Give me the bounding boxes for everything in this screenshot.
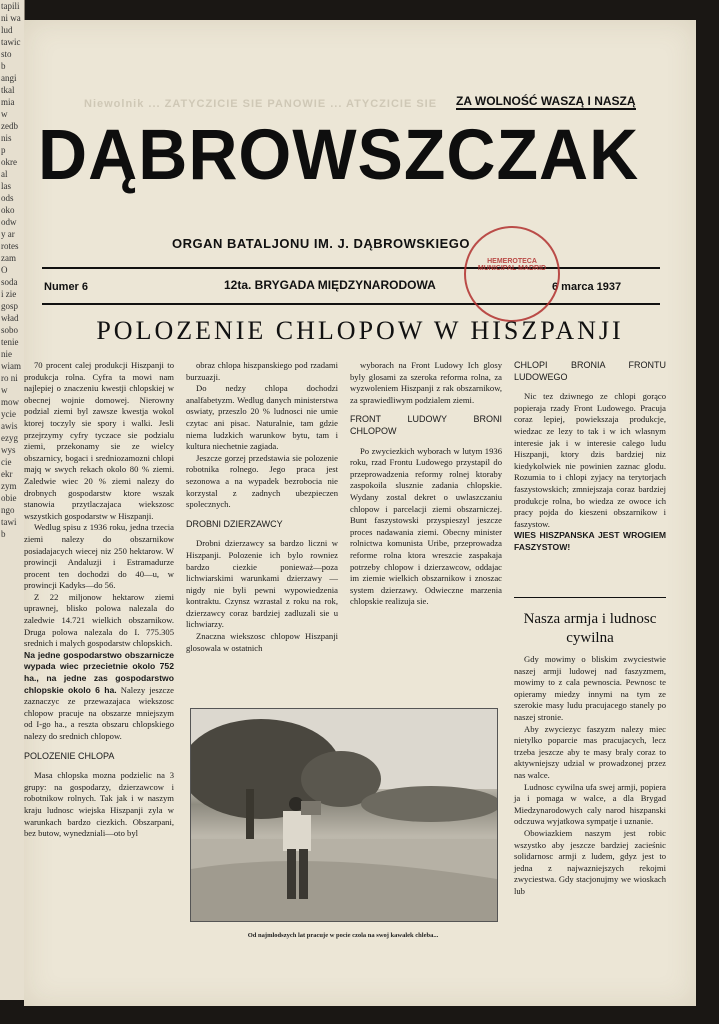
article-column-4	[514, 360, 666, 554]
photo-illustration	[191, 709, 497, 921]
previous-page-fragment: wład	[1, 313, 19, 323]
previous-page-fragment: sto	[1, 49, 12, 59]
previous-page-fragment: soda	[1, 277, 18, 287]
previous-page-fragment: tenie	[1, 337, 19, 347]
previous-page-fragment: ni wa	[1, 13, 21, 23]
paragraph: 70 procent calej produkcji Hiszpanji to produkcja rolna. Cyfra ta mowi nam najlepiej o znaczeniu kwestji chlopskiej w obecnej wojnie domowej. Nierowny podzial ziemi byl zawsze kwestja wokol ktorej toczyly sie spory i walki. Jesli przejrzymy cyfry tyczace sie podzialu ziemi, przekonamy sie ze wielcy obszarnicy, bogaci i sredniozamozni chlopi majq w swych rekach okolo 80 % ziemi. Zaledwie wiec 20 % ziemi nalezy do drobnych gospodarstw ktore wszak stanowia przytlaczajaca wiekszosc wszystkich gospodarstw w Hiszpanji.	[24, 360, 174, 521]
previous-page-fragment: rotes	[1, 241, 19, 251]
newspaper-page	[24, 20, 696, 1006]
section-heading: DROBNI DZIERZAWCY	[186, 518, 283, 529]
previous-page-fragment: zam	[1, 253, 16, 263]
bottom-rule	[42, 303, 660, 305]
previous-page-fragment: lud	[1, 25, 13, 35]
issue-number: Numer 6	[44, 281, 89, 293]
previous-page-fragment: zym	[1, 481, 17, 491]
previous-page-edge	[0, 0, 25, 1000]
previous-page-fragment: ezyg	[1, 433, 18, 443]
previous-page-fragment: w	[1, 109, 8, 119]
motto: ZA WOLNOŚĆ WASZĄ I NASZĄ	[456, 94, 636, 108]
section-heading: CHLOPI BRONIA FRONTU LUDOWEGO	[514, 360, 666, 382]
previous-page-fragment: tapili	[1, 1, 20, 11]
previous-page-fragment: cie	[1, 457, 12, 467]
paragraph: Po zwyciezkich wyborach w lutym 1936 roku, rzad Frontu Ludowego przystapil do przeprowadzenia reformy rolnej ktoraby zaspokoila slusznie zadania chlopskie. Wydany zostal dekret o uwlaszczaniu chlopow i parcelacji ziemi obszarniczej. Bunt faszystowski przyspieszyl jeszcze proces nadawania ziemi. Obecny minister rolnictwa komunista Uribe, przeprowadza reforme rolna ktora wreszcie zaspakaja potrzeby chlopow i dzierzawcow, oddajac im ziemie wielkich obszarnikow i znoszac system dzierzawy. Odwieczne marzenia chlopskie realizuja sie.	[350, 445, 502, 607]
previous-page-fragment: mow	[1, 397, 19, 407]
bleed-through-text: Niewolnik ... ZATYCZICIE SIE PANOWIE ... ATYCZICIE SIE	[84, 98, 438, 110]
previous-page-fragment: las	[1, 181, 11, 191]
previous-page-fragment: O	[1, 265, 8, 275]
previous-page-fragment: ro ni	[1, 373, 18, 383]
previous-page-fragment: wiam	[1, 361, 21, 371]
previous-page-fragment: y ar	[1, 229, 15, 239]
previous-page-fragment: tkal	[1, 85, 15, 95]
previous-page-fragment: angi	[1, 73, 17, 83]
bold-statistic: Na jedne gospodarstwo obszarnicze wypada wiec przecietnie okolo 752 ha., na jedne zas gospodarstwo chlopskie okolo 6 ha.	[24, 649, 174, 695]
previous-page-fragment: p	[1, 145, 6, 155]
paragraph: Aby zwyciezyc faszyzm nalezy miec nietylko poparcie mas pracujacych, lecz trzeba jeszcze aby te masy braly coraz to aktywniejszy udzial w prowadzonej przez nas walce.	[514, 723, 666, 780]
paragraph: Drobni dzierzawcy sa bardzo liczni w Hiszpanji. Polozenie ich bylo rowniez bardzo ciezkie ponieważ—poza lichwiarskimi warunkami dzierzawy — nigdy nie byli pewni wypowiedzenia kontraktu. Czynsz wzrastal z roku na rok, dzierzawcy coraz bardziej zadluzali sie u lichwiarzy.	[186, 538, 338, 630]
previous-page-fragment: awis	[1, 421, 18, 431]
previous-page-fragment: obie	[1, 493, 17, 503]
photo-caption: Od najmlodszych lat pracuje w pocie czola na swoj kawalek chleba...	[247, 932, 439, 939]
paragraph: Nalezy jeszcze zaznaczyc ze przewazajaca wiekszosc chlopow pracuje na obszarze mniejszym od I-go ha., a reszta obszaru chlopskiego nalezy do srednich chlopow.	[24, 684, 174, 741]
paragraph: Wedlug spisu z 1936 roku, jedna trzecia ziemi nalezy do obszarnikow posiadajacych wiecej niz 250 hektarow. W prowincji Andaluzji i Estramadurze procent ten dochodzi do 40—u, w prowincji Kadyks—do 56.	[24, 522, 174, 591]
previous-page-fragment: nie	[1, 349, 12, 359]
paragraph: Ludnosc cywilna ufa swej armji, popiera ja i pomaga w walce, a dla Brygad Miedzynarodowych caly narod hiszpanski odczuwa wyjatkowa sympatje i uznanie.	[514, 781, 666, 827]
previous-page-fragment: wys	[1, 445, 16, 455]
previous-page-fragment: i zie	[1, 289, 17, 299]
previous-page-fragment: zedb	[1, 121, 18, 131]
paragraph: Masa chlopska mozna podzielic na 3 grupy: na gospodarzy, dzierzawcow i robotnikow rolnych. Tak jak i w naszym kraju ludnosc wiejska Hiszpanji zyla w warunkach bardzo ciezkich. Obszarpani, bez butow, wynedzniali—oto byl	[24, 770, 174, 839]
paragraph: wyborach na Front Ludowy Ich glosy byly glosami za szeroka reforma rolna, za wyzwoleniem Hiszpanji z rak obszarnikow, za sprawiedliwym podzialem ziemi.	[350, 360, 502, 405]
paragraph: Jeszcze gorzej przedstawia sie polozenie robotnika rolnego. Jego praca jest sezonowa a na wypadek bezrobocia nie korzystal z zadnych ubezpieczen spolecznych.	[186, 452, 338, 510]
previous-page-fragment: tawi	[1, 517, 17, 527]
previous-page-fragment: al	[1, 169, 8, 179]
paragraph: obraz chlopa hiszpanskiego pod rzadami burzuazji.	[186, 360, 338, 382]
section-heading: POLOZENIE CHLOPA	[24, 750, 115, 761]
second-headline: Nasza armja i ludnosc cywilna	[523, 611, 657, 646]
stamp-text: HEMEROTECA MUNICIPAL MADRID	[477, 258, 547, 272]
farmer-photo	[190, 708, 498, 922]
previous-page-fragment: ekr	[1, 469, 13, 479]
masthead-title: DĄBROWSZCZAK	[38, 115, 640, 195]
paragraph: Znaczna wiekszosc chlopow Hiszpanji glosowala w ostatnich	[186, 631, 338, 653]
previous-page-fragment: ods	[1, 193, 14, 203]
paragraph: Obowiazkiem naszym jest robic wszystko aby jeszcze bardziej zacieśnic solidarnosc armji z ludem, gdyz jest to jedna z najwazniejszych rekojmi zwyciestwa. Gdy stacjonujmy we wioskach lub	[514, 827, 666, 896]
section-divider	[514, 597, 666, 598]
previous-page-fragment: mia	[1, 97, 15, 107]
previous-page-fragment: gosp	[1, 301, 19, 311]
top-rule	[42, 267, 660, 269]
previous-page-fragment: nis	[1, 133, 12, 143]
article-column-2	[186, 360, 338, 654]
slogan: WIES HISZPANSKA JEST WROGIEM FASZYSTOW!	[514, 530, 666, 552]
brigade-name: 12ta. BRYGADA MIĘDZYNARODOWA	[224, 278, 436, 292]
previous-page-fragment: ngo	[1, 505, 15, 515]
article-column-1	[24, 360, 174, 840]
paragraph: Gdy mowimy o bliskim zwyciestwie naszej armji ludowej nad faszyzmem, mowimy to z cala pewnoscia. Pewnosc te opieramy miedzy innymi na tym ze szerokie masy ludu pracujacego stanely po naszej stronie.	[514, 654, 666, 722]
issue-date: 6 marca 1937	[552, 281, 622, 293]
paragraph: Nic tez dziwnego ze chlopi gorąco popieraja rzady Front Ludowego. Pracuja coraz lepiej, powiekszaja produkcje, wiedzac ze lezy to tak i w ich wlasnym interesie jak i w interesie calego ludu Hiszpanji, ktory dzis bardziej niz kiedykolwiek nie powinien zaznac glodu. Rozumia to i chlopi zyjacy na terytorjach faszystowskich; zmniejszaja coraz bardziej produkcje rolna, bo wiedza ze owoce ich pracy pojda do kieszeni obszarnikow i faszystow.	[514, 391, 666, 529]
previous-page-fragment: okre	[1, 157, 17, 167]
previous-page-fragment: tawic	[1, 37, 21, 47]
previous-page-fragment: w	[1, 385, 8, 395]
previous-page-fragment: odw	[1, 217, 17, 227]
previous-page-fragment: sobo	[1, 325, 19, 335]
main-headline: POLOZENIE CHLOPOW W HISZPANJI	[96, 316, 624, 345]
previous-page-fragment: oko	[1, 205, 15, 215]
previous-page-fragment: b	[1, 529, 6, 539]
section-heading: FRONT LUDOWY BRONI CHLOPOW	[350, 414, 502, 436]
previous-page-fragment: ycie	[1, 409, 16, 419]
paragraph: Do nedzy chlopa dochodzi analfabetyzm. Wedlug danych ministerstwa oswiaty, przeszlo 20 % ludnosci nie umie czytac ani pisac. Naturalnie, tam gdzie niema ludzkich warunkow bytu, tam i kultura niechetnie zagiada.	[186, 383, 338, 452]
library-stamp	[464, 226, 560, 322]
second-article-text	[514, 654, 666, 897]
previous-page-fragment: b	[1, 61, 6, 71]
article-column-3	[350, 360, 502, 608]
masthead-subtitle: ORGAN BATALJONU IM. J. DĄBROWSKIEGO	[172, 236, 470, 251]
paragraph: Z 22 miljonow hektarow ziemi uprawnej, blisko polowa nalezala do zaledwie 14.721 wielkich obszarnikow. Druga polowa nalezala do I. 775.305 srednich i malych gospodarstw chlopskich.	[24, 591, 174, 649]
